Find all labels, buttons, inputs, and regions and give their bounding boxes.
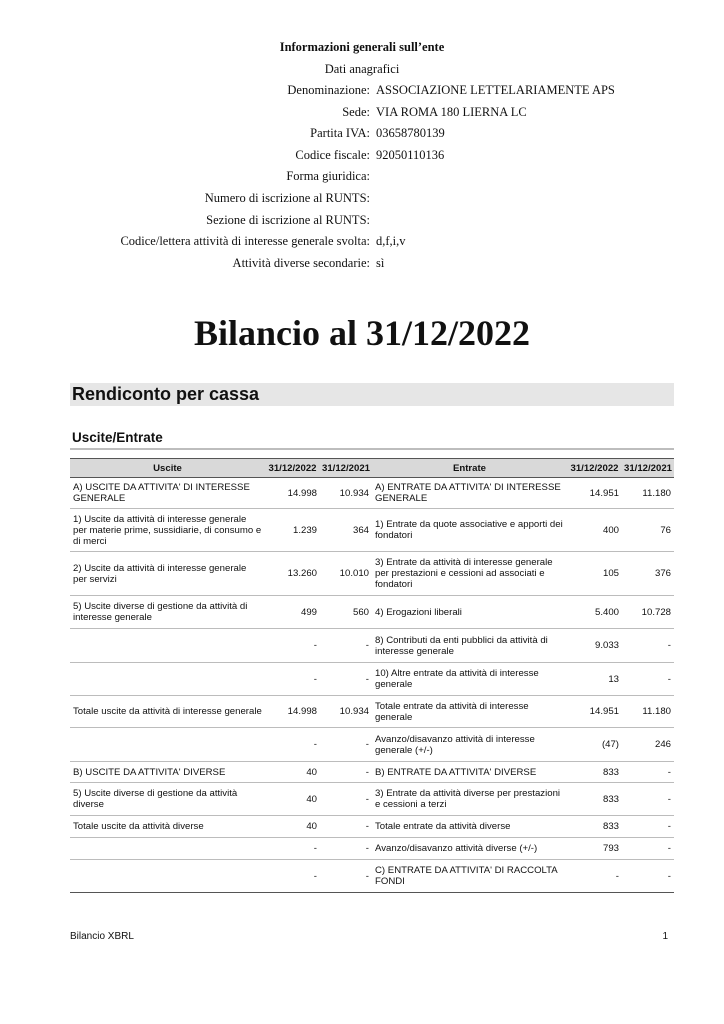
info-value: d,f,i,v <box>376 234 406 249</box>
uscite-2021-value: - <box>320 783 372 816</box>
page-number: 1 <box>662 931 668 942</box>
uscite-label: Totale uscite da attività diverse <box>70 816 265 838</box>
uscite-label: 2) Uscite da attività di interesse generale per servizi <box>70 552 265 596</box>
info-row-numero-runts <box>0 191 724 213</box>
uscite-2022-value: 499 <box>265 596 320 629</box>
entrate-2022-value: 13 <box>567 663 622 696</box>
info-row-forma-giuridica <box>0 169 724 191</box>
entrate-2021-value: - <box>622 629 674 663</box>
table-row <box>70 860 674 893</box>
entrate-2021-value: - <box>622 762 674 783</box>
entrate-2021-value: - <box>622 816 674 838</box>
uscite-2022-value: 14.998 <box>265 478 320 509</box>
uscite-label <box>70 860 265 893</box>
col-header-entrate-2021: 31/12/2021 <box>622 459 674 478</box>
section-title: Rendiconto per cassa <box>72 384 260 404</box>
table-row <box>70 663 674 696</box>
uscite-2021-value: - <box>320 838 372 860</box>
info-value: 03658780139 <box>376 126 445 141</box>
entrate-2021-value: 11.180 <box>622 696 674 728</box>
uscite-label <box>70 838 265 860</box>
uscite-2022-value: 40 <box>265 816 320 838</box>
uscite-2021-value: - <box>320 762 372 783</box>
info-row-attivita-diverse <box>0 256 724 278</box>
uscite-2022-value: 13.260 <box>265 552 320 596</box>
entrate-2021-value: 376 <box>622 552 674 596</box>
info-row-codice-attivita <box>0 234 724 256</box>
col-header-entrate: Entrate <box>372 459 567 478</box>
uscite-2021-value: 560 <box>320 596 372 629</box>
page-title: Bilancio al 31/12/2022 <box>193 313 531 353</box>
entrate-label: Avanzo/disavanzo attività diverse (+/-) <box>372 838 567 860</box>
info-subtitle: Dati anagrafici <box>324 62 400 76</box>
subsection-title: Uscite/Entrate <box>72 430 163 445</box>
entrate-label: C) ENTRATE DA ATTIVITA' DI RACCOLTA FONDI <box>372 860 567 893</box>
uscite-2022-value: 40 <box>265 783 320 816</box>
uscite-2021-value: - <box>320 663 372 696</box>
info-label: Codice fiscale: <box>295 147 370 162</box>
table-row <box>70 478 674 509</box>
uscite-2022-value: 40 <box>265 762 320 783</box>
table-row <box>70 596 674 629</box>
info-row-partita-iva <box>0 126 724 148</box>
table-row <box>70 816 674 838</box>
info-label: Sezione di iscrizione al RUNTS: <box>206 212 370 227</box>
col-header-uscite-2021: 31/12/2021 <box>320 459 372 478</box>
entrate-2022-value: - <box>567 860 622 893</box>
uscite-label: 5) Uscite diverse di gestione da attività di interesse generale <box>70 596 265 629</box>
table-row <box>70 696 674 728</box>
info-label: Numero di iscrizione al RUNTS: <box>204 190 370 205</box>
uscite-2022-value: - <box>265 663 320 696</box>
col-header-uscite: Uscite <box>70 459 265 478</box>
info-value: ASSOCIAZIONE LETTELARIAMENTE APS <box>376 83 615 97</box>
entrate-label: 3) Entrate da attività diverse per prestazioni e cessioni a terzi <box>372 783 567 816</box>
uscite-label: 5) Uscite diverse di gestione da attività diverse <box>70 783 265 816</box>
entrate-2022-value: (47) <box>567 728 622 762</box>
info-row-denominazione <box>0 83 724 105</box>
entrate-2022-value: 833 <box>567 762 622 783</box>
uscite-2021-value: 10.010 <box>320 552 372 596</box>
info-value: VIA ROMA 180 LIERNA LC <box>376 104 527 119</box>
entrate-label: Totale entrate da attività di interesse generale <box>372 696 567 728</box>
col-header-entrate-2022: 31/12/2022 <box>567 459 622 478</box>
entrate-2022-value: 9.033 <box>567 629 622 663</box>
info-value: sì <box>376 255 385 270</box>
uscite-label: B) USCITE DA ATTIVITA' DIVERSE <box>70 762 265 783</box>
entrate-2022-value: 105 <box>567 552 622 596</box>
uscite-label <box>70 629 265 663</box>
info-row-sezione-runts <box>0 213 724 235</box>
entrate-2022-value: 14.951 <box>567 696 622 728</box>
entrate-label: Totale entrate da attività diverse <box>372 816 567 838</box>
info-value: 92050110136 <box>376 147 445 162</box>
uscite-label: A) USCITE DA ATTIVITA' DI INTERESSE GENERALE <box>70 478 265 509</box>
table-row <box>70 728 674 762</box>
entrate-2021-value: - <box>622 663 674 696</box>
info-label: Attività diverse secondarie: <box>232 255 370 270</box>
table-row <box>70 762 674 783</box>
entrate-2021-value: - <box>622 783 674 816</box>
table-row <box>70 629 674 663</box>
uscite-2022-value: 1.239 <box>265 509 320 552</box>
entrate-2022-value: 5.400 <box>567 596 622 629</box>
info-label: Partita IVA: <box>310 126 370 141</box>
table-row <box>70 509 674 552</box>
uscite-2022-value: - <box>265 838 320 860</box>
uscite-label <box>70 728 265 762</box>
entrate-label: 8) Contributi da enti pubblici da attività di interesse generale <box>372 629 567 663</box>
uscite-2021-value: - <box>320 629 372 663</box>
entrate-2021-value: 246 <box>622 728 674 762</box>
entrate-label: 3) Entrate da attività di interesse generale per prestazioni e cessioni ad associati e fondatori <box>372 552 567 596</box>
info-label: Codice/lettera attività di interesse generale svolta: <box>120 234 370 249</box>
uscite-label: Totale uscite da attività di interesse generale <box>70 696 265 728</box>
entrate-label: A) ENTRATE DA ATTIVITA' DI INTERESSE GENERALE <box>372 478 567 509</box>
info-fields <box>0 83 724 277</box>
entrate-2022-value: 833 <box>567 783 622 816</box>
table-row <box>70 838 674 860</box>
entrate-2022-value: 400 <box>567 509 622 552</box>
entrate-label: Avanzo/disavanzo attività di interesse generale (+/-) <box>372 728 567 762</box>
info-label: Forma giuridica: <box>286 169 370 184</box>
uscite-label: 1) Uscite da attività di interesse generale per materie prime, sussidiarie, di consumo e di merci <box>70 509 265 552</box>
entrate-label: 1) Entrate da quote associative e apporti dei fondatori <box>372 509 567 552</box>
subsection-divider <box>70 448 674 450</box>
uscite-2021-value: - <box>320 816 372 838</box>
uscite-label <box>70 663 265 696</box>
entrate-2021-value: 76 <box>622 509 674 552</box>
info-row-sede <box>0 105 724 127</box>
entrate-2021-value: 11.180 <box>622 478 674 509</box>
table-header-row <box>70 459 674 478</box>
footer-label: Bilancio XBRL <box>70 931 134 942</box>
uscite-2021-value: 364 <box>320 509 372 552</box>
info-label: Sede: <box>342 104 370 119</box>
entrate-2022-value: 833 <box>567 816 622 838</box>
uscite-2022-value: - <box>265 728 320 762</box>
entrate-2021-value: - <box>622 838 674 860</box>
entrate-2021-value: - <box>622 860 674 893</box>
table-row <box>70 783 674 816</box>
entrate-2022-value: 793 <box>567 838 622 860</box>
cash-flow-table <box>70 458 674 893</box>
info-title: Informazioni generali sull’ente <box>279 40 445 54</box>
entrate-label: 4) Erogazioni liberali <box>372 596 567 629</box>
uscite-2022-value: 14.998 <box>265 696 320 728</box>
uscite-2021-value: 10.934 <box>320 478 372 509</box>
table-row <box>70 552 674 596</box>
uscite-2021-value: - <box>320 860 372 893</box>
info-row-codice-fiscale <box>0 148 724 170</box>
info-label: Denominazione: <box>287 83 370 97</box>
entrate-label: B) ENTRATE DA ATTIVITA' DIVERSE <box>372 762 567 783</box>
entrate-label: 10) Altre entrate da attività di interesse generale <box>372 663 567 696</box>
entrate-2022-value: 14.951 <box>567 478 622 509</box>
uscite-2021-value: 10.934 <box>320 696 372 728</box>
uscite-2022-value: - <box>265 860 320 893</box>
uscite-2022-value: - <box>265 629 320 663</box>
col-header-uscite-2022: 31/12/2022 <box>265 459 320 478</box>
uscite-2021-value: - <box>320 728 372 762</box>
entrate-2021-value: 10.728 <box>622 596 674 629</box>
